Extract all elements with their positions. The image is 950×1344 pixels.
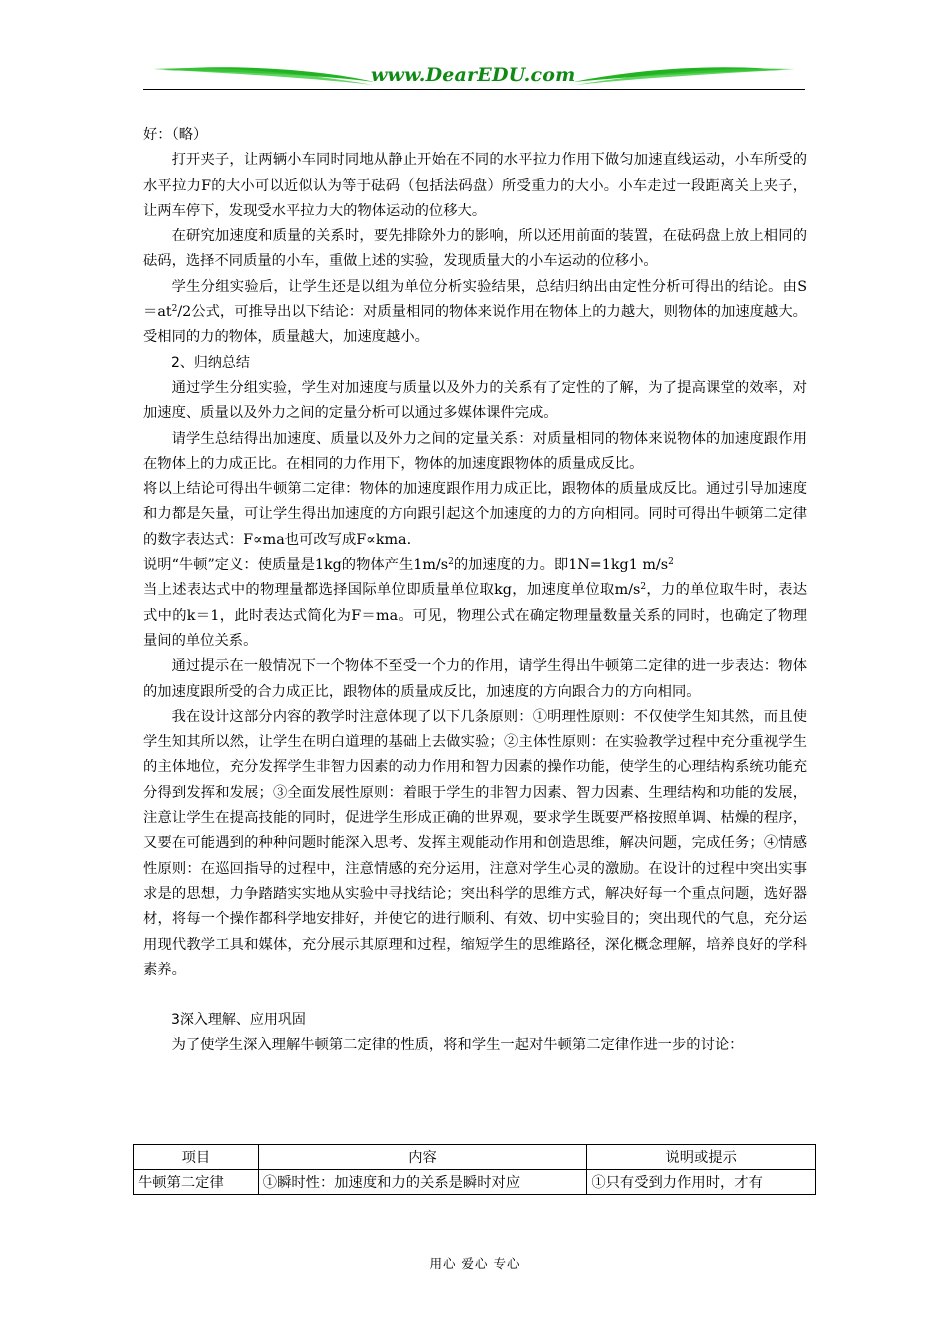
text-run: 说明“牛顿”定义：使质量是1kg的物体产生1m/s <box>143 557 449 574</box>
paragraph <box>143 553 807 578</box>
section-heading: 2、归纳总结 <box>171 354 250 371</box>
paragraph: 通过提示在一般情况下一个物体不至受一个力的作用，请学生得出牛顿第二定律的进一步表达：物体的加速度跟所受的合力成正比，跟物体的质量成反比，加速度的方向跟合力的方向相同。 <box>143 658 807 700</box>
document-body <box>143 123 807 1059</box>
paragraph: 好：（略） <box>143 127 208 143</box>
text-run: ，力的单位取牛时，表达式中的k＝1，此时表达式简化为F＝ma。可见，物理公式在确定物理量数量关系的同时，也确定了物理量间的单位关系。 <box>143 582 807 649</box>
superscript: 2 <box>171 304 178 315</box>
paragraph <box>143 578 807 654</box>
table-cell: 牛顿第二定律 <box>134 1170 259 1195</box>
paragraph: 在研究加速度和质量的关系时，要先排除外力的影响，所以还用前面的装置，在砝码盘上放上相同的砝码，选择不同质量的小车，重做上述的实验，发现质量大的小车运动的位移小。 <box>143 228 807 270</box>
table-cell: ①只有受到力作用时，才有 <box>587 1170 816 1195</box>
text-run: 的加速度的力。即1N=1kg1 m/s <box>453 557 669 574</box>
paragraph: 将以上结论可得出牛顿第二定律：物体的加速度跟作用力成正比，跟物体的质量成反比。通过引导加速度和力都是矢量，可让学生得出加速度的方向跟引起这个加速度的力的方向相同。同时可得出牛顿第二定律的数字表达式：F∝ma也可改写成F∝kma. <box>143 481 807 548</box>
table-cell: ①瞬时性：加速度和力的关系是瞬时对应 <box>258 1170 587 1195</box>
superscript: 2 <box>448 557 454 568</box>
table-header-cell: 项目 <box>134 1145 259 1170</box>
table-row <box>134 1170 816 1195</box>
text-run: 当上述表达式中的物理量都选择国际单位即质量单位取kg，加速度单位取m/s <box>143 582 641 599</box>
superscript: 2 <box>640 582 647 593</box>
header-rule <box>143 89 805 90</box>
paragraph: 为了使学生深入理解牛顿第二定律的性质，将和学生一起对牛顿第二定律作进一步的讨论： <box>171 1037 744 1054</box>
text-run: 学生分组实验后，让学生还是以组为单位分析实验结果，总结归纳出由定性分析可得出的结论。由S＝at <box>143 278 807 321</box>
table-header-cell: 说明或提示 <box>587 1145 816 1170</box>
table-header-row <box>134 1145 816 1170</box>
text-run: /2公式，可推导出以下结论：对质量相同的物体来说作用在物体上的力越大，则物体的加速度越大。受相同的力的物体，质量越大，加速度越小。 <box>143 304 807 346</box>
site-url: www.DearEDU.com <box>371 64 576 86</box>
superscript: 2 <box>668 557 674 568</box>
paragraph: 通过学生分组实验，学生对加速度与质量以及外力的关系有了定性的了解，为了提高课堂的效率，对加速度、质量以及外力之间的定量分析可以通过多媒体课件完成。 <box>143 379 807 422</box>
table-header-cell: 内容 <box>258 1145 587 1170</box>
section-heading: 3深入理解、应用巩固 <box>171 1012 306 1029</box>
paragraph-gap <box>143 983 807 1008</box>
paragraph <box>143 275 807 351</box>
page-header <box>143 58 805 92</box>
paragraph: 请学生总结得出加速度、质量以及外力之间的定量关系：对质量相同的物体来说物体的加速度跟作用在物体上的力成正比。在相同的力作用下，物体的加速度跟物体的质量成反比。 <box>143 430 807 472</box>
discussion-table <box>133 1144 816 1195</box>
paragraph: 我在设计这部分内容的教学时注意体现了以下几条原则：①明理性原则：不仅使学生知其然，而且使学生知其所以然，让学生在明白道理的基础上去做实验；②主体性原则：在实验教学过程中充分重视学生的主体地位，充分发挥学生非智力因素的动力作用和智力因素的操作功能，使学生的心理结构系统功能充分得到发挥和发展；③全面发展性原则：着眼于学生的非智力因素、智力因素、生理结构和功能的发展，注意让学生在提高技能的同时，促进学生形成正确的世界观，要求学生既要严格按照单调、枯燥的程序，又要在可能遇到的种种问题时能深入思考、发挥主观能动作用和创造思维，解决问题，完成任务；④情感性原则：在巡回指导的过程中，注意情感的充分运用，注意对学生心灵的激励。在设计的过程中突出实事求是的思想，力争踏踏实实地从实验中寻找结论；突出科学的思维方式，解决好每一个重点问题，选好器材，将每一个操作都科学地安排好，并使它的进行顺利、有效、切中实验目的；突出现代的气息，充分运用现代教学工具和媒体，充分展示其原理和过程，缩短学生的思维路径，深化概念理解，培养良好的学科素养。 <box>143 708 807 978</box>
paragraph: 打开夹子，让两辆小车同时同地从静止开始在不同的水平拉力作用下做匀加速直线运动，小车所受的水平拉力F的大小可以近似认为等于砝码（包括法码盘）所受重力的大小。小车走过一段距离关上夹子，让两车停下，发现受水平拉力大的物体运动的位移大。 <box>143 152 807 219</box>
page-footer: 用心 爱心 专心 <box>429 1256 521 1271</box>
